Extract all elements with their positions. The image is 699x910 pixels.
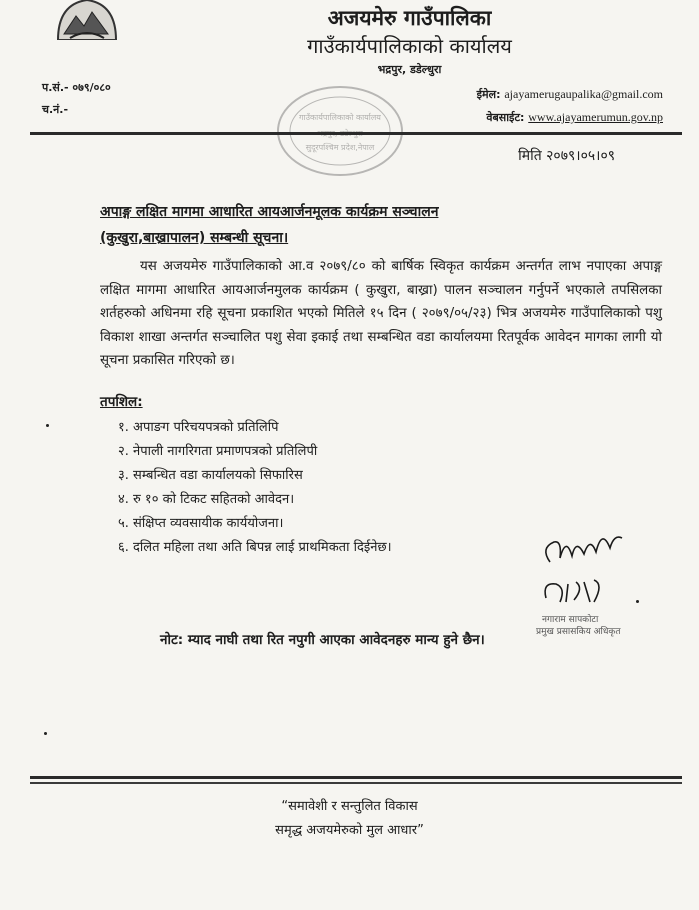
signatory-name: नगाराम सापकोटा <box>542 615 599 625</box>
list-item: ४. रु १० को टिकट सहितको आवेदन। <box>118 492 295 507</box>
subject-line-2: (कुखुरा,बाख्रापालन) सम्बन्धी सूचना। <box>100 230 289 246</box>
scan-mark <box>46 424 49 427</box>
footer-divider-thin <box>30 782 682 784</box>
reference-number: प.सं.- ०७९/०८० <box>42 81 111 94</box>
signature-block <box>532 518 672 638</box>
website-label: वेबसाईट: <box>486 111 525 124</box>
notice-note: नोट: म्याद नाघी तथा रित नपुगी आएका आवेदनहरु मान्य हुने छैन। <box>160 632 485 648</box>
notice-body <box>100 255 662 373</box>
signatory-title: प्रमुख प्रसासकिय अधिकृत <box>536 627 621 637</box>
footer-motto-2: समृद्ध अजयमेरुको मुल आधार” <box>275 823 424 838</box>
list-item: २. नेपाली नागरिगता प्रमाणपत्रको प्रतिलिपी <box>118 444 318 459</box>
dispatch-number: च.नं.- <box>42 103 69 116</box>
email-value: ajayamerugaupalika@gmail.com <box>504 87 663 101</box>
website-link[interactable]: www.ajayamerumun.gov.np <box>528 110 663 124</box>
subject-line-1: अपाङ्ग लक्षित मागमा आधारित आयआर्जनमूलक कार्यक्रम सञ्चालन <box>100 204 439 220</box>
office-seal-stamp <box>270 76 410 186</box>
stamp-text-3: सुदूरपश्चिम प्रदेश,नेपाल <box>305 143 375 152</box>
email-label: ईमेल: <box>476 88 501 101</box>
notice-body-text: यस अजयमेरु गाउँपालिकाको आ.व २०७९/८० को बार्षिक स्विकृत कार्यक्रम अन्तर्गत लाभ नपाएका अपाङ्ग लक्षित मागमा आधारित आयआर्जनमुलक कार्यक्रम ( कुखुरा, बाख्रा) पालन सञ्चालन गर्नुपर्ने भएकाले तपसिलका शर्तहरुको अधिनमा रहि सूचना प्रकाशित भएको मितिले १५ दिन ( २०७९/०५/२३) भित्र अजयमेरु गाउँपालिकाको पशु विकाश शाखा अन्तर्गत सञ्चालित पशु सेवा इकाई तथा सम्बन्धित वडा कार्यालयमा रितपूर्वक आवेदन मागका लागी यो सूचना प्रकासित गरिएको छ। <box>100 259 662 369</box>
list-item: ३. सम्बन्धित वडा कार्यालयको सिफारिस <box>118 468 303 483</box>
scan-mark <box>44 732 47 735</box>
footer-divider <box>30 776 682 779</box>
requirements-list <box>118 416 392 560</box>
scan-mark <box>636 600 639 603</box>
list-item: ६. दलित महिला तथा अति बिपन्न लाई प्राथमिकता दिईनेछ। <box>118 540 392 555</box>
email-line <box>477 87 663 102</box>
office-address: भद्रपुर, डडेल्धुरा <box>377 63 442 76</box>
footer-motto-1: “समावेशी र सन्तुलित विकास <box>281 799 418 814</box>
header-divider <box>30 132 682 135</box>
list-item: १. अपाङग परिचयपत्रको प्रतिलिपि <box>118 420 279 435</box>
website-line <box>486 110 663 125</box>
stamp-text-1: गाउँकार्यपालिकाको कार्यालय <box>299 113 381 122</box>
document-date: मिति २०७९।०५।०९ <box>518 148 615 164</box>
details-heading: तपशिल: <box>100 394 143 410</box>
office-subtitle: गाउँकार्यपालिकाको कार्यालय <box>307 34 512 58</box>
list-item: ५. संक्षिप्त व्यवसायीक कार्ययोजना। <box>118 516 284 531</box>
office-name: अजयमेरु गाउँपालिका <box>327 6 492 30</box>
